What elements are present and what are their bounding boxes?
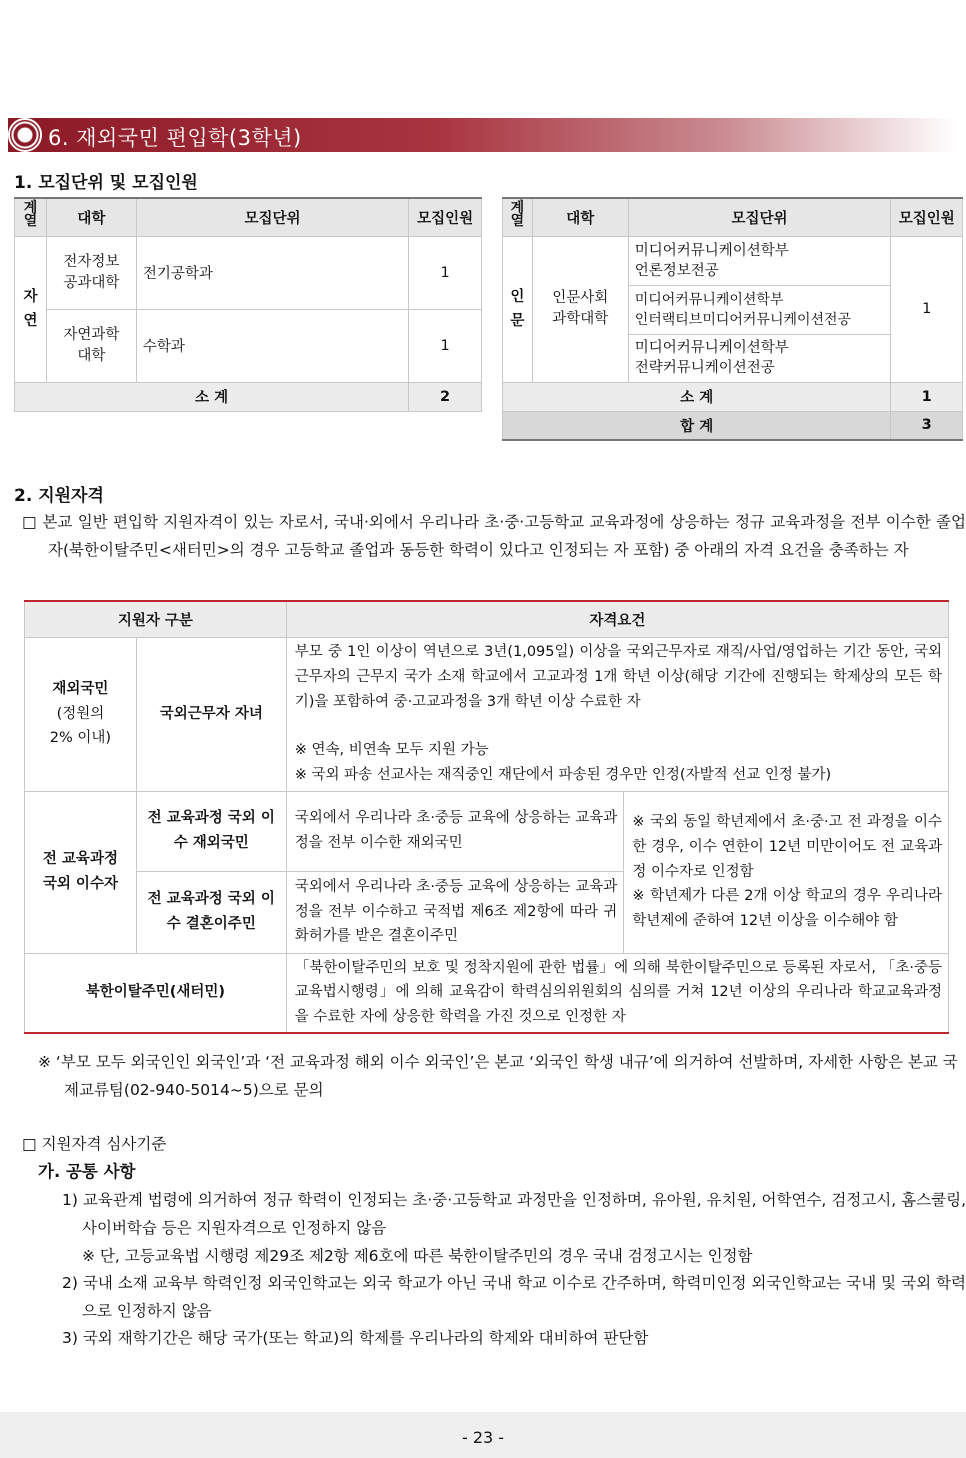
header-college: 대학 xyxy=(46,198,136,236)
unit-cell: 미디어커뮤니케이션학부 전략커뮤니케이션전공 xyxy=(628,334,891,382)
header-count: 모집인원 xyxy=(891,198,963,236)
section-title: 6. 재외국민 편입학(3학년) xyxy=(48,126,302,150)
unit-cell: 전기공학과 xyxy=(136,236,408,309)
requirement-overseas-worker-child: 부모 중 1인 이상이 역년으로 3년(1,095일) 이상을 국외근무자로 재직/사업/영업하는 기간 동안, 국외근무자의 근무지 국가 소재 학교에서 고교과정 1개 학년 이상(해당 기간에 진행되는 학제상의 모든 학기)을 포함하여 중·고교과정을 3개 학년 이상 수료한 자 ※ 연속, 비연속 모두 지원 가능 ※ 국외 파송 선교사는 재직중인 재단에서 파송된 경우만 인정(자발적 선교 인정 불가) xyxy=(286,637,948,791)
subtotal-value: 2 xyxy=(409,382,482,411)
subcategory-overseas-worker-child: 국외근무자 자녀 xyxy=(136,637,286,791)
category-full-overseas-curriculum: 전 교육과정 국외 이수자 xyxy=(25,791,137,953)
subtotal-label: 소 계 xyxy=(15,382,409,411)
requirement-note-full-overseas: ※ 국외 동일 학년제에서 초·중·고 전 과정을 이수한 경우, 이수 연한이 12년 미만이어도 전 교육과정 이수자로 인정함 ※ 학년제가 다른 2개 이상 학교의 경우 우리나라 학년제에 준하여 12년 이상을 이수해야 함 xyxy=(624,791,949,953)
header-field: 계열 xyxy=(15,198,47,236)
field-cell: 인문 xyxy=(503,236,533,382)
count-cell: 1 xyxy=(409,309,482,382)
subtotal-value: 1 xyxy=(891,382,963,411)
college-cell: 전자정보공과대학 xyxy=(46,236,136,309)
field-cell: 자연 xyxy=(15,236,47,382)
unit-cell: 미디어커뮤니케이션학부 언론정보전공 xyxy=(628,236,891,285)
unit-cell: 수학과 xyxy=(136,309,408,382)
common-items-title: 가. 공통 사항 xyxy=(38,1162,136,1181)
header-field: 계열 xyxy=(503,198,533,236)
requirement-marriage-migrant: 국외에서 우리나라 초·중등 교육에 상응하는 교육과정을 전부 이수하고 국적법 제6조 제2항에 따라 귀화허가를 받은 결혼이주민 xyxy=(286,871,624,953)
criteria-item-1: 1) 교육관계 법령에 의거하여 정규 학력이 인정되는 초·중·고등학교 과정만을 인정하며, 유아원, 유치원, 어학연수, 검정고시, 홈스쿨링, 사이버학습 등은 지원자격으로 인정하지 않음 xyxy=(62,1191,966,1237)
page-number: - 23 - xyxy=(461,1428,505,1447)
header-college: 대학 xyxy=(532,198,628,236)
criteria-item-3: 3) 국외 재학기간은 해당 국가(또는 학교)의 학제를 우리나라의 학제와 대비하여 판단함 xyxy=(62,1329,649,1347)
count-cell: 1 xyxy=(409,236,482,309)
college-cell: 자연과학대학 xyxy=(46,309,136,382)
header-unit: 모집단위 xyxy=(628,198,891,236)
recruitment-table-right xyxy=(502,197,963,441)
requirement-north-korean-defector: 「북한이탈주민의 보호 및 정착지원에 관한 법률」에 의해 북한이탈주민으로 등록된 자로서, 「초·중등교육법시행령」에 의해 교육감이 학력심의위원회의 심의를 거쳐 12년 이상의 우리나라 학교교육과정을 수료한 자에 상응한 학력을 가진 것으로 인정한 자 xyxy=(286,953,948,1033)
heading-eligibility: 2. 지원자격 xyxy=(14,486,104,506)
page-footer xyxy=(0,1412,966,1458)
recruitment-table-left xyxy=(14,197,482,412)
section-banner xyxy=(8,118,958,152)
header-unit: 모집단위 xyxy=(136,198,408,236)
category-north-korean-defector: 북한이탈주민(새터민) xyxy=(25,953,287,1033)
subtotal-label: 소 계 xyxy=(503,382,891,411)
eligibility-table xyxy=(24,600,949,1034)
subcategory-marriage-migrant: 전 교육과정 국외 이수 결혼이주민 xyxy=(136,871,286,953)
total-label: 합 계 xyxy=(503,411,891,440)
foreigner-footnote: ※ ‘부모 모두 외국인인 외국인’과 ‘전 교육과정 해외 이수 외국인’은 본교 ‘외국인 학생 내규’에 의거하여 선발하며, 자세한 사항은 본교 국제교류팀(02-940-5014~5)으로 문의 xyxy=(38,1053,958,1099)
subcategory-full-overseas-korean: 전 교육과정 국외 이수 재외국민 xyxy=(136,791,286,871)
category-overseas-korean: 재외국민 (정원의 2% 이내) xyxy=(25,637,137,791)
requirement-full-overseas-korean: 국외에서 우리나라 초·중등 교육에 상응하는 교육과정을 전부 이수한 재외국민 xyxy=(286,791,624,871)
eligibility-intro: □ 본교 일반 편입학 지원자격이 있는 자로서, 국내·외에서 우리나라 초·중·고등학교 교육과정에 상응하는 정규 교육과정을 전부 이수한 졸업자(북한이탈주민<새터민>의 경우 고등학교 졸업과 동등한 학력이 있다고 인정되는 자 포함) 중 아래의 자격 요건을 충족하는 자 xyxy=(22,513,966,559)
university-emblem-icon xyxy=(8,118,42,152)
criteria-title: □ 지원자격 심사기준 xyxy=(22,1135,167,1153)
criteria-item-2: 2) 국내 소재 교육부 학력인정 외국인학교는 외국 학교가 아닌 국내 학교 이수로 간주하며, 학력미인정 외국인학교는 국내 및 국외 학력으로 인정하지 않음 xyxy=(62,1274,966,1320)
total-value: 3 xyxy=(891,411,963,440)
header-count: 모집인원 xyxy=(409,198,482,236)
count-cell: 1 xyxy=(891,236,963,382)
heading-recruitment-units: 1. 모집단위 및 모집인원 xyxy=(14,173,198,193)
header-applicant-type: 지원자 구분 xyxy=(25,601,287,637)
unit-cell: 미디어커뮤니케이션학부 인터랙티브미디어커뮤니케이션전공 xyxy=(628,285,891,334)
criteria-item-1-note: ※ 단, 고등교육법 시행령 제29조 제2항 제6호에 따른 북한이탈주민의 경우 국내 검정고시는 인정함 xyxy=(82,1247,753,1265)
header-requirements: 자격요건 xyxy=(286,601,948,637)
college-cell: 인문사회과학대학 xyxy=(532,236,628,382)
